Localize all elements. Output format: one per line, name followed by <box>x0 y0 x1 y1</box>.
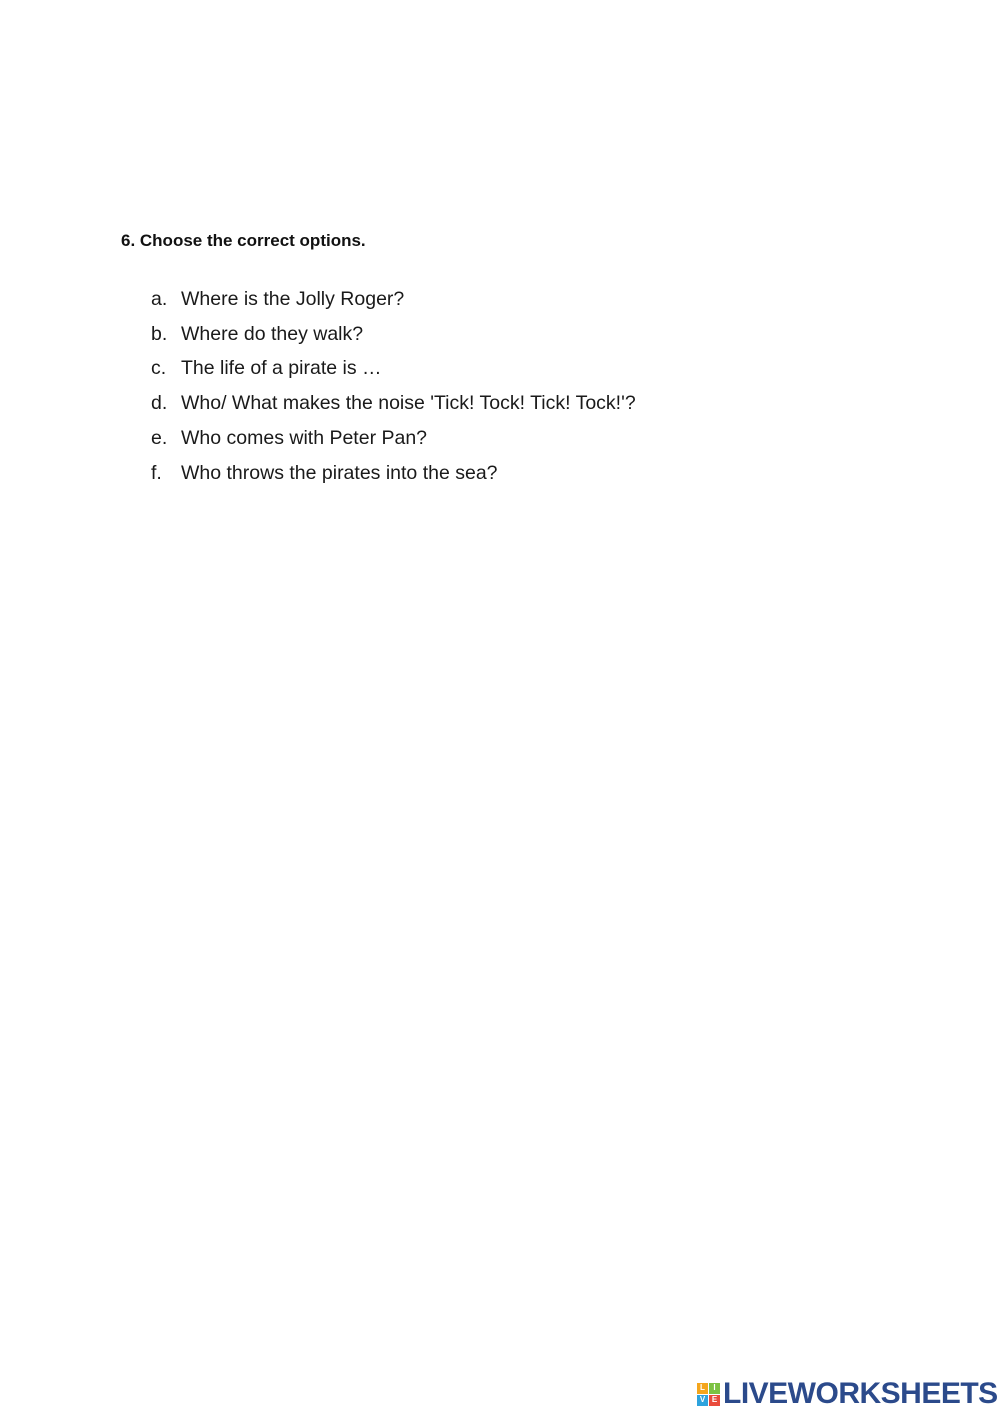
question-letter: f. <box>151 461 162 484</box>
question-item <box>151 317 636 352</box>
question-letter: a. <box>151 287 168 310</box>
question-text: Who comes with Peter Pan? <box>181 427 428 450</box>
question-item <box>151 282 636 317</box>
question-text: Who throws the pirates into the sea? <box>181 461 498 484</box>
question-item <box>151 386 636 421</box>
logo-mark-cell: I <box>709 1383 720 1394</box>
question-text: Where do they walk? <box>181 322 364 345</box>
logo-mark-cell: L <box>697 1383 708 1394</box>
logo-mark-cell: E <box>709 1395 720 1406</box>
question-text: Where is the Jolly Roger? <box>181 287 405 310</box>
question-item <box>151 456 636 491</box>
question-letter: c. <box>151 357 167 380</box>
question-letter: e. <box>151 427 168 450</box>
question-letter: d. <box>151 392 168 415</box>
question-item <box>151 352 636 387</box>
exercise-title: 6. Choose the correct options. <box>121 231 366 250</box>
logo-text: LIVEWORKSHEETS <box>723 1377 998 1410</box>
logo-mark-cell: V <box>697 1395 708 1406</box>
question-item <box>151 421 636 456</box>
question-text: Who/ What makes the noise 'Tick! Tock! Tick! Tock!'? <box>181 392 636 415</box>
liveworksheets-logo <box>697 1377 998 1410</box>
question-text: The life of a pirate is … <box>181 357 382 380</box>
question-letter: b. <box>151 322 168 345</box>
logo-mark-icon <box>697 1383 720 1406</box>
question-list <box>151 282 636 491</box>
